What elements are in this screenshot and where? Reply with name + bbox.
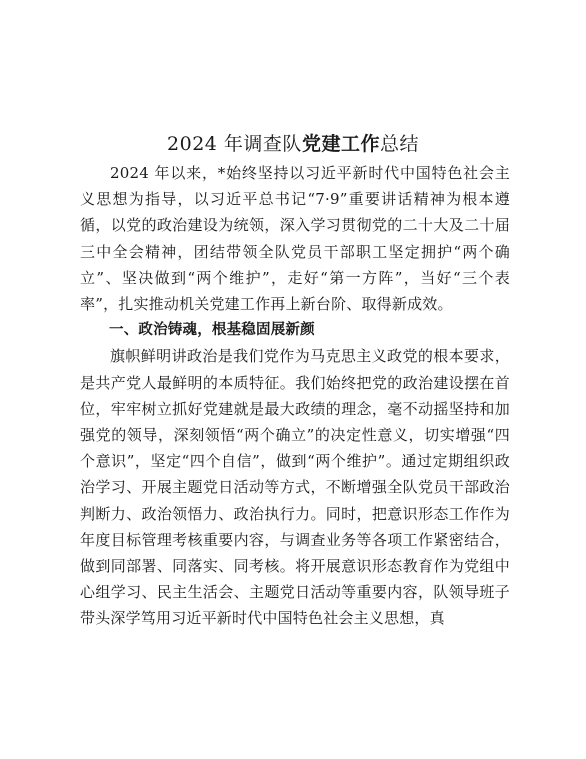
document-body <box>80 160 510 632</box>
title-suffix: 总结 <box>379 133 419 155</box>
section-1-paragraph: 旗帜鲜明讲政治是我们党作为马克思主义政党的根本要求，是共产党人最鲜明的本质特征。我们始终把党的政治建设摆在首位，牢牢树立抓好党建就是最大政绩的理念，毫不动摇坚持和加强党的领导，深刻领悟“两个确立”的决定性意义，切实增强“四个意识”，坚定“四个自信”，做到“两个维护”。通过定期组织政治学习、开展主题党日活动等方式，不断增强全队党员干部政治判断力、政治领悟力、政治执行力。同时，把意识形态工作作为年度目标管理考核重要内容，与调查业务等各项工作紧密结合，做到同部署、同落实、同考核。将开展意识形态教育作为党组中心组学习、民主生活会、主题党日活动等重要内容，队领导班子带头深学笃用习近平新时代中国特色社会主义思想，真 <box>80 347 510 628</box>
section-1-heading: 一、政治铸魂，根基稳固展新颜 <box>109 322 315 339</box>
intro-paragraph: 2024 年以来，*始终坚持以习近平新时代中国特色社会主义思想为指导，以习近平总书记“7·9”重要讲话精神为根本遵循，以党的政治建设为统领，深入学习贯彻党的二十大及二十届三中全会精神，团结带领全队党员干部职工坚定拥护“两个确立”、坚决做到“两个维护”，走好“第一方阵”，当好“三个表率”，扎实推动机关党建工作再上新台阶、取得新成效。 <box>80 164 510 314</box>
document-title <box>0 131 586 157</box>
title-bold-part: 党建工作 <box>301 133 380 155</box>
title-prefix: 2024 年调查队 <box>167 133 302 155</box>
